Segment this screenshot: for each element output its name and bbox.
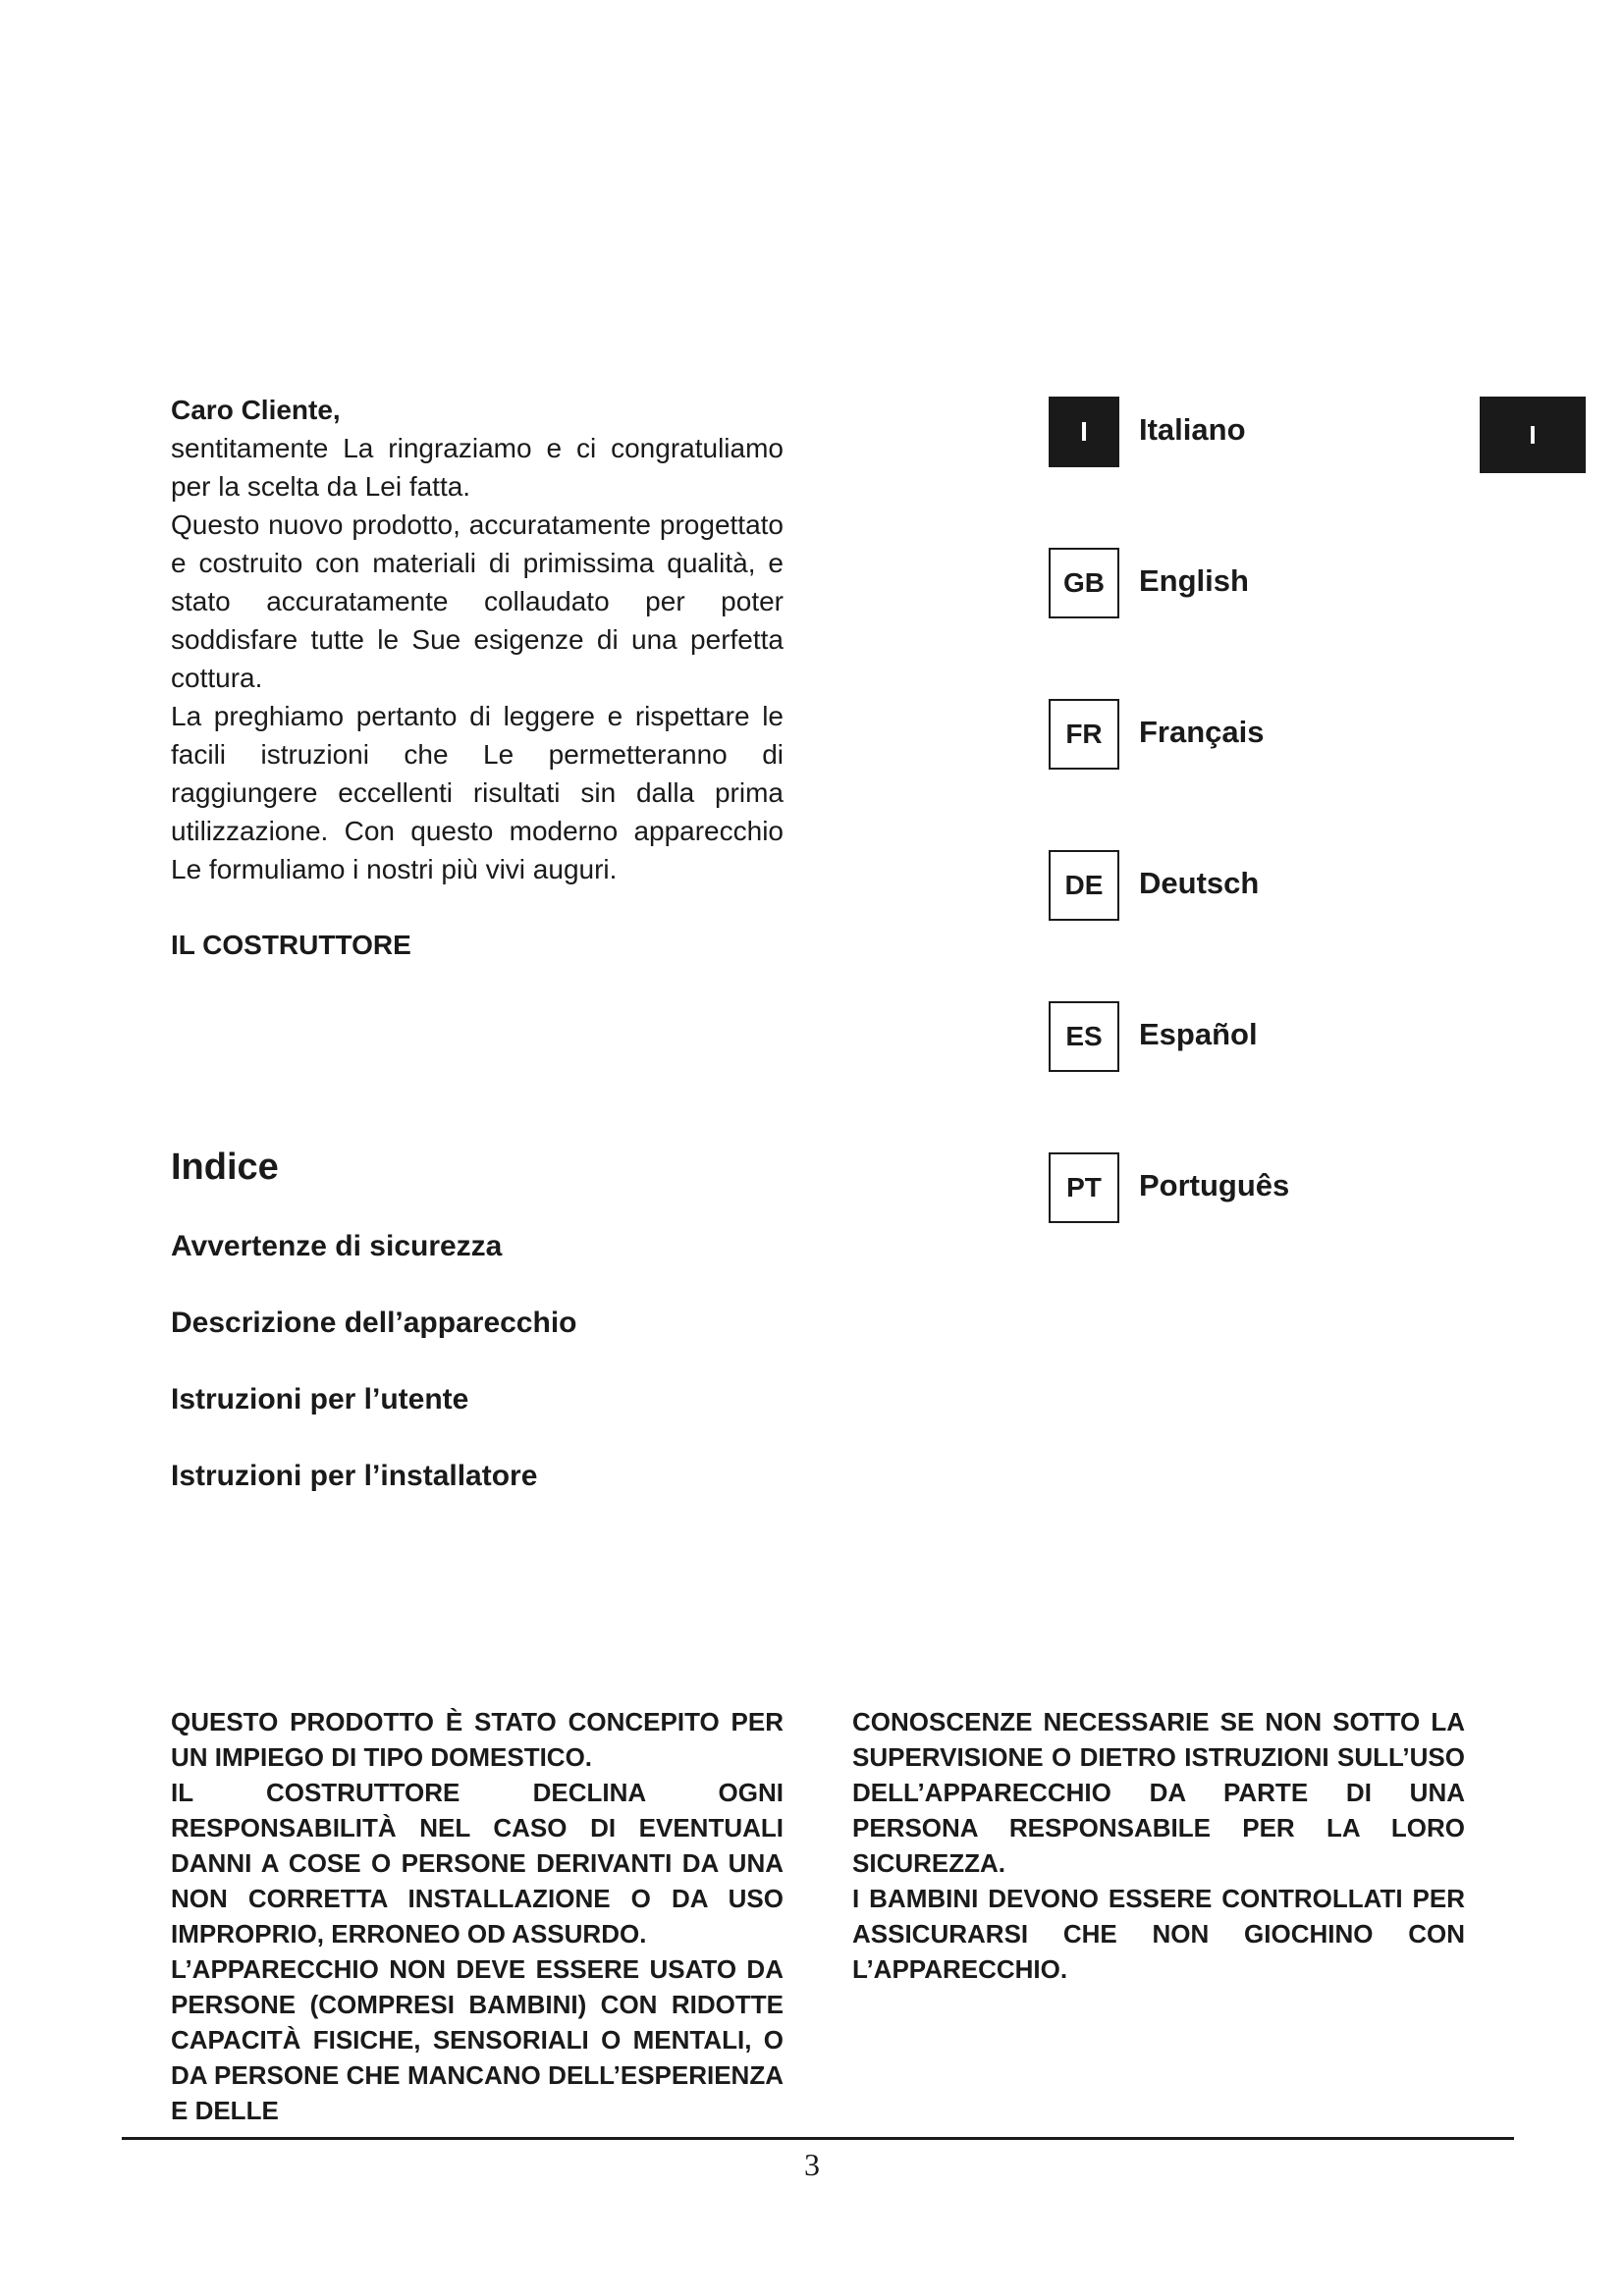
warning-paragraph: QUESTO PRODOTTO È STATO CONCEPITO PER UN IMPIEGO DI TIPO DOMESTICO. (171, 1707, 784, 1772)
section-tab-marker: I (1480, 397, 1586, 473)
toc-item-user-instructions[interactable]: Istruzioni per l’utente (171, 1383, 469, 1415)
signature: IL COSTRUTTORE (171, 930, 411, 960)
warning-paragraph: IL COSTRUTTORE DECLINA OGNI RESPONSABILITÀ NEL CASO DI EVENTUALI DANNI A COSE O PERSONE DERIVANTI DA UNA NON CORRETTA INSTALLAZIONE O DA USO IMPROPRIO, ERRONEO OD ASSURDO. (171, 1778, 784, 1949)
warning-paragraph: CONOSCENZE NECESSARIE SE NON SOTTO LA SUPERVISIONE O DIETRO ISTRUZIONI SULL’USO DELL’APPARECCHIO DA PARTE DI UNA PERSONA RESPONSABILE PER LA LORO SICUREZZA. (852, 1707, 1465, 1878)
language-code-badge: PT (1049, 1152, 1119, 1223)
toc-item-description[interactable]: Descrizione dell’apparecchio (171, 1307, 577, 1339)
toc-item-installer-instructions[interactable]: Istruzioni per l’installatore (171, 1460, 538, 1492)
language-code-badge: DE (1049, 850, 1119, 921)
footer-divider (122, 2137, 1514, 2140)
toc-item-safety[interactable]: Avvertenze di sicurezza (171, 1230, 503, 1262)
language-name: Italiano (1139, 412, 1246, 447)
language-code-badge: FR (1049, 699, 1119, 770)
warning-column-left (171, 1704, 784, 2128)
language-name: Español (1139, 1017, 1258, 1051)
language-name: English (1139, 563, 1249, 598)
index-title: Indice (171, 1147, 279, 1188)
warning-column-right (852, 1704, 1465, 1987)
warning-paragraph: I BAMBINI DEVONO ESSERE CONTROLLATI PER ASSICURARSI CHE NON GIOCHINO CON L’APPARECCHIO. (852, 1884, 1465, 1984)
intro-paragraph: Questo nuovo prodotto, accuratamente progettato e costruito con materiali di primissima qualità, e stato accuratamente collaudato per poter soddisfare tutte le Sue esigenze di una perfetta cottura. (171, 509, 784, 693)
intro-letter (171, 391, 784, 964)
language-name: Français (1139, 715, 1265, 749)
language-code-badge: GB (1049, 548, 1119, 618)
warning-paragraph: L’APPARECCHIO NON DEVE ESSERE USATO DA PERSONE (COMPRESI BAMBINI) CON RIDOTTE CAPACITÀ FISICHE, SENSORIALI O MENTALI, O DA PERSONE CHE MANCANO DELL’ESPERIENZA E DELLE (171, 1954, 784, 2125)
intro-paragraph: sentitamente La ringraziamo e ci congratuliamo per la scelta da Lei fatta. (171, 433, 784, 502)
page-number: 3 (804, 2147, 820, 2182)
greeting: Caro Cliente, (171, 395, 341, 425)
language-name: Português (1139, 1168, 1290, 1202)
language-code-badge: I (1049, 397, 1119, 467)
intro-paragraph: La preghiamo pertanto di leggere e rispettare le facili istruzioni che Le permetteranno di raggiungere eccellenti risultati sin dalla prima utilizzazione. Con questo moderno apparecchio Le formuliamo i nostri più vivi auguri. (171, 701, 784, 884)
language-name: Deutsch (1139, 866, 1260, 900)
language-code-badge: ES (1049, 1001, 1119, 1072)
table-of-contents (171, 1229, 576, 1535)
